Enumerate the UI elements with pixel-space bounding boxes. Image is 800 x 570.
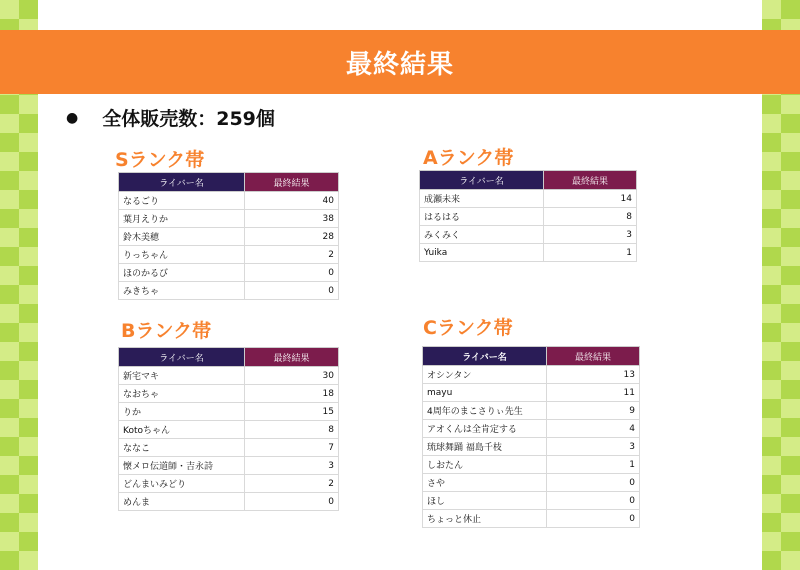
checker-tile (762, 380, 781, 399)
checker-tile (781, 551, 800, 570)
result-value-cell: 3 (547, 438, 640, 456)
checker-tile (781, 475, 800, 494)
checker-tile (762, 95, 781, 114)
table-row (420, 190, 637, 208)
checker-tile (762, 171, 781, 190)
checker-tile (781, 266, 800, 285)
liver-name-cell: 4周年のまこさりぃ先生 (423, 402, 547, 420)
table-row (420, 208, 637, 226)
liver-name-cell: みきちゃ (119, 282, 245, 300)
checker-tile (781, 399, 800, 418)
checker-tile (0, 95, 19, 114)
column-header-name: ライバー名 (119, 173, 245, 192)
checker-tile (0, 266, 19, 285)
checker-tile (781, 285, 800, 304)
result-value-cell: 28 (245, 228, 339, 246)
s-rank-table (118, 172, 339, 300)
checker-tile (762, 266, 781, 285)
checker-tile (762, 475, 781, 494)
checker-tile (0, 513, 19, 532)
checker-tile (19, 171, 38, 190)
table-row (119, 457, 339, 475)
total-sales-line (66, 104, 275, 131)
liver-name-cell: 懐メロ伝道師・吉永詩 (119, 457, 245, 475)
result-value-cell: 11 (547, 384, 640, 402)
table-row (119, 192, 339, 210)
checker-tile (0, 171, 19, 190)
liver-name-cell: なるごり (119, 192, 245, 210)
checker-tile (19, 361, 38, 380)
checker-tile (0, 418, 19, 437)
checker-tile (0, 209, 19, 228)
table-row (423, 438, 640, 456)
checker-tile (0, 114, 19, 133)
checker-tile (0, 437, 19, 456)
column-header-result: 最終結果 (544, 171, 637, 190)
table-header-row (423, 347, 640, 366)
checker-tile (19, 247, 38, 266)
checker-tile (19, 342, 38, 361)
checker-tile (0, 494, 19, 513)
result-value-cell: 40 (245, 192, 339, 210)
table-row (423, 420, 640, 438)
checker-tile (781, 152, 800, 171)
result-value-cell: 0 (245, 264, 339, 282)
checker-tile (762, 152, 781, 171)
liver-name-cell: 鈴木美穂 (119, 228, 245, 246)
checker-tile (781, 114, 800, 133)
bullet-icon: ● (66, 109, 79, 126)
checker-tile (19, 266, 38, 285)
checker-tile (781, 380, 800, 399)
checker-tile (781, 247, 800, 266)
checker-tile (762, 0, 781, 19)
column-header-result: 最終結果 (245, 173, 339, 192)
checker-tile (762, 551, 781, 570)
checker-tile (781, 418, 800, 437)
checker-tile (19, 114, 38, 133)
liver-name-cell: みくみく (420, 226, 544, 244)
checker-tile (762, 285, 781, 304)
table-row (423, 402, 640, 420)
liver-name-cell: りっちゃん (119, 246, 245, 264)
checker-tile (19, 380, 38, 399)
result-value-cell: 30 (245, 367, 339, 385)
checker-tile (19, 285, 38, 304)
column-header-name: ライバー名 (119, 348, 245, 367)
liver-name-cell: さや (423, 474, 547, 492)
checker-tile (19, 209, 38, 228)
b-rank-table (118, 347, 339, 511)
result-value-cell: 9 (547, 402, 640, 420)
page-title: 最終結果 (345, 49, 454, 80)
checker-tile (19, 95, 38, 114)
liver-name-cell: アオくんは全肯定する (423, 420, 547, 438)
checker-tile (781, 437, 800, 456)
checker-tile (781, 171, 800, 190)
checker-tile (762, 323, 781, 342)
table-row (423, 510, 640, 528)
liver-name-cell: めんま (119, 493, 245, 511)
result-value-cell: 2 (245, 246, 339, 264)
checker-tile (0, 456, 19, 475)
checker-tile (0, 380, 19, 399)
checker-tile (0, 532, 19, 551)
checker-tile (762, 228, 781, 247)
result-value-cell: 0 (547, 474, 640, 492)
a-rank-table (419, 170, 637, 262)
checker-tile (762, 513, 781, 532)
checker-tile (781, 532, 800, 551)
checker-tile (19, 133, 38, 152)
c-rank-title: Cランク帯 (423, 317, 513, 339)
checker-tile (762, 399, 781, 418)
checker-tile (19, 513, 38, 532)
checker-tile (0, 475, 19, 494)
checker-tile (781, 190, 800, 209)
table-row (423, 492, 640, 510)
checker-tile (762, 114, 781, 133)
checker-tile (781, 456, 800, 475)
result-value-cell: 2 (245, 475, 339, 493)
result-value-cell: 0 (245, 493, 339, 511)
checker-tile (0, 399, 19, 418)
checker-tile (0, 551, 19, 570)
checker-tile (781, 513, 800, 532)
checker-tile (781, 304, 800, 323)
table-row (119, 210, 339, 228)
checker-tile (0, 342, 19, 361)
checker-tile (19, 418, 38, 437)
liver-name-cell: 成瀬未来 (420, 190, 544, 208)
result-value-cell: 15 (245, 403, 339, 421)
result-value-cell: 4 (547, 420, 640, 438)
liver-name-cell: ほのかるび (119, 264, 245, 282)
liver-name-cell: どんまいみどり (119, 475, 245, 493)
checker-tile (781, 0, 800, 19)
checker-tile (781, 228, 800, 247)
checker-tile (19, 304, 38, 323)
checker-tile (0, 0, 19, 19)
checker-tile (19, 228, 38, 247)
table-header-row (119, 173, 339, 192)
total-sales-text: 全体販売数：259個 (102, 108, 275, 130)
table-row (119, 385, 339, 403)
checker-tile (781, 133, 800, 152)
table-row (119, 282, 339, 300)
title-banner (0, 30, 800, 94)
checker-tile (781, 95, 800, 114)
result-value-cell: 0 (547, 492, 640, 510)
table-row (119, 421, 339, 439)
table-row (423, 366, 640, 384)
checker-tile (0, 247, 19, 266)
checker-tile (19, 323, 38, 342)
liver-name-cell: はるはる (420, 208, 544, 226)
checker-tile (762, 247, 781, 266)
checker-tile (762, 361, 781, 380)
checker-tile (762, 456, 781, 475)
checker-tile (0, 152, 19, 171)
a-rank-title: Aランク帯 (423, 147, 514, 169)
checker-tile (19, 437, 38, 456)
result-value-cell: 38 (245, 210, 339, 228)
table-header-row (119, 348, 339, 367)
liver-name-cell: りか (119, 403, 245, 421)
result-value-cell: 1 (547, 456, 640, 474)
table-row (119, 264, 339, 282)
checker-tile (762, 532, 781, 551)
column-header-result: 最終結果 (245, 348, 339, 367)
checker-tile (781, 323, 800, 342)
table-row (423, 456, 640, 474)
checker-tile (19, 456, 38, 475)
liver-name-cell: Kotoちゃん (119, 421, 245, 439)
checker-tile (0, 323, 19, 342)
table-row (423, 384, 640, 402)
table-row (423, 474, 640, 492)
checker-tile (762, 133, 781, 152)
checker-tile (762, 494, 781, 513)
checker-tile (781, 361, 800, 380)
checker-tile (0, 304, 19, 323)
liver-name-cell: mayu (423, 384, 547, 402)
liver-name-cell: 葉月えりか (119, 210, 245, 228)
liver-name-cell: しおたん (423, 456, 547, 474)
b-rank-title: Bランク帯 (121, 320, 212, 342)
result-value-cell: 8 (544, 208, 637, 226)
table-row (119, 246, 339, 264)
table-row (119, 493, 339, 511)
table-header-row (420, 171, 637, 190)
liver-name-cell: 琉球舞踊 福島千枝 (423, 438, 547, 456)
result-value-cell: 8 (245, 421, 339, 439)
result-value-cell: 0 (547, 510, 640, 528)
checker-tile (0, 133, 19, 152)
table-row (119, 367, 339, 385)
checker-tile (762, 342, 781, 361)
checker-tile (19, 152, 38, 171)
checker-tile (762, 209, 781, 228)
column-header-result: 最終結果 (547, 347, 640, 366)
liver-name-cell: ほし (423, 492, 547, 510)
table-row (119, 475, 339, 493)
liver-name-cell: なおちゃ (119, 385, 245, 403)
liver-name-cell: ちょっと休止 (423, 510, 547, 528)
column-header-name: ライバー名 (420, 171, 544, 190)
s-rank-title: Sランク帯 (115, 149, 205, 171)
result-value-cell: 7 (245, 439, 339, 457)
checker-tile (781, 494, 800, 513)
checker-tile (19, 475, 38, 494)
checker-tile (19, 399, 38, 418)
checker-tile (762, 437, 781, 456)
table-row (119, 403, 339, 421)
checker-tile (762, 190, 781, 209)
liver-name-cell: 新宅マキ (119, 367, 245, 385)
table-row (420, 226, 637, 244)
liver-name-cell: ななこ (119, 439, 245, 457)
liver-name-cell: Yuika (420, 244, 544, 262)
table-row (420, 244, 637, 262)
checker-tile (0, 190, 19, 209)
result-value-cell: 18 (245, 385, 339, 403)
result-value-cell: 3 (245, 457, 339, 475)
table-row (119, 228, 339, 246)
checker-tile (0, 285, 19, 304)
checker-tile (0, 228, 19, 247)
column-header-name: ライバー名 (423, 347, 547, 366)
result-value-cell: 3 (544, 226, 637, 244)
checker-tile (0, 361, 19, 380)
checker-tile (19, 551, 38, 570)
result-value-cell: 1 (544, 244, 637, 262)
result-value-cell: 13 (547, 366, 640, 384)
c-rank-table (422, 346, 640, 528)
checker-tile (19, 190, 38, 209)
checker-tile (762, 304, 781, 323)
checker-tile (19, 0, 38, 19)
checker-tile (19, 532, 38, 551)
checker-tile (762, 418, 781, 437)
checker-tile (19, 494, 38, 513)
checker-tile (781, 209, 800, 228)
result-value-cell: 0 (245, 282, 339, 300)
liver-name-cell: オシンタン (423, 366, 547, 384)
checker-tile (781, 342, 800, 361)
result-value-cell: 14 (544, 190, 637, 208)
table-row (119, 439, 339, 457)
